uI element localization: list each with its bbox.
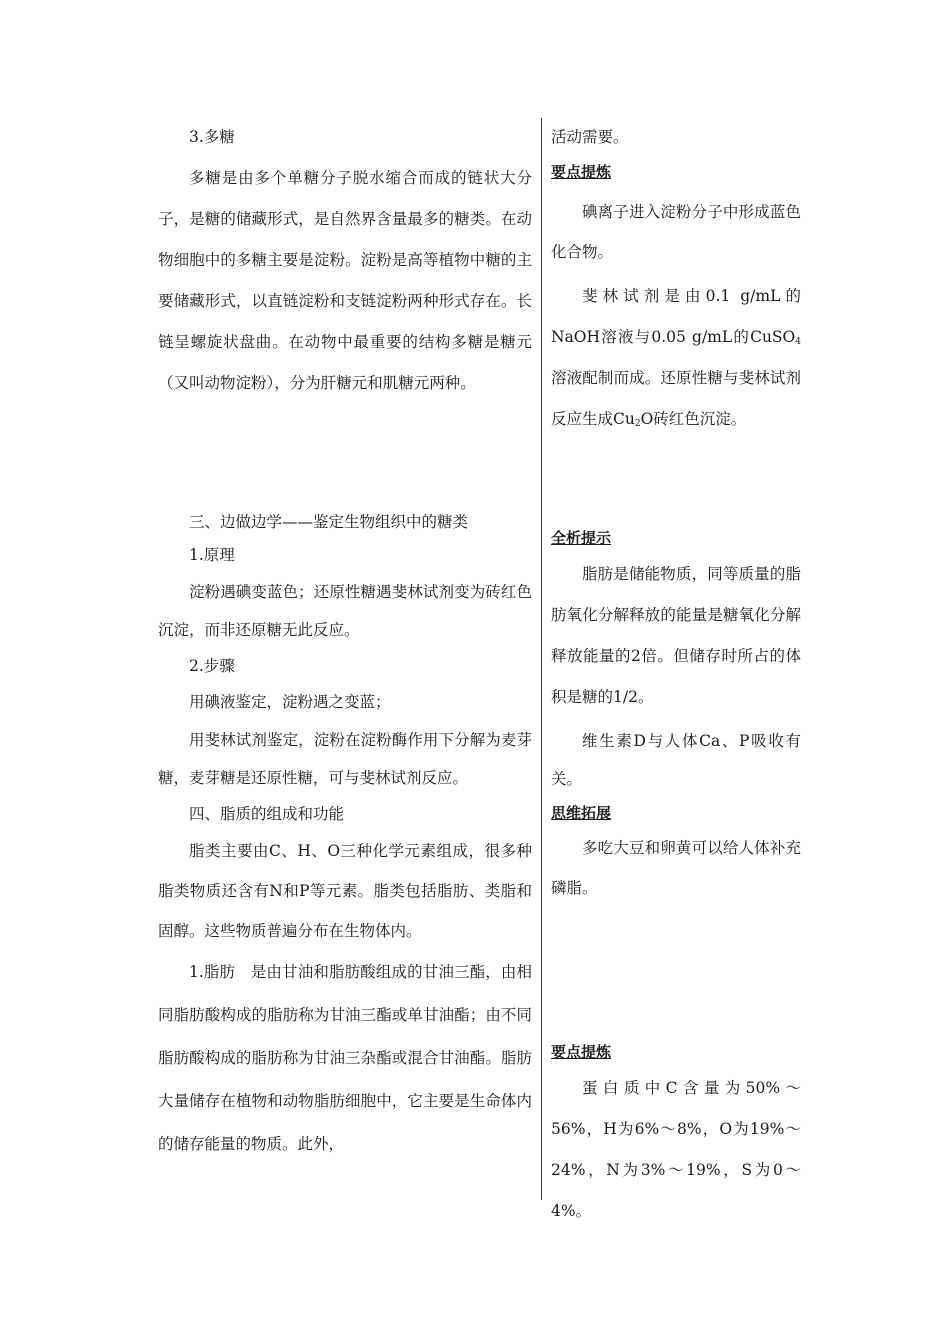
column-divider [541,118,542,1200]
iodine-note: 碘离子进入淀粉分子中形成蓝色化合物。 [551,203,801,261]
thinking-extension-label: 思维拓展 [551,804,612,822]
fat-paragraph: 1.脂肪 是由甘油和脂肪酸组成的甘油三酯，由相同脂肪酸构成的脂肪称为甘油三酯或单甘油酯；由不同脂肪酸构成的脂肪称为甘油三杂酯或混合甘油酯。脂肪大量储存在植物和动物脂肪细胞中，它主要是生命体内的储存能量的物质。此外， [158,963,532,1153]
fehling-text-c: O砖红色沉淀。 [640,410,747,428]
step-fehling: 用斐林试剂鉴定，淀粉在淀粉酶作用下分解为麦芽糖，麦芽糖是还原性糖，可与斐林试剂反应。 [158,731,532,787]
fehling-note [551,276,801,440]
spacer [551,440,801,522]
section-4-title: 四、脂质的组成和功能 [189,805,345,823]
fehling-text-a: 斐林试剂是由0.1 g/mL的NaOH溶液与0.05 g/mL的CuSO [551,287,801,346]
sidebar-notes [551,122,801,1232]
full-analysis-label: 全析提示 [551,529,612,547]
spacer [551,908,801,1036]
key-points-label-2: 要点提炼 [551,1043,612,1061]
fehling-sub-b: 2 [634,419,641,429]
principle-heading: 1.原理 [189,546,235,564]
fehling-sub-a: 4 [795,337,801,347]
key-points-label: 要点提炼 [551,163,612,181]
spacer [158,404,532,507]
section-3-title: 三、边做边学——鉴定生物组织中的糖类 [189,513,469,531]
polysaccharide-heading: 3.多糖 [189,128,235,146]
continued-text: 活动需要。 [551,128,629,146]
steps-heading: 2.步骤 [189,657,235,675]
soy-note: 多吃大豆和卵黄可以给人体补充磷脂。 [551,839,801,897]
vitamin-d-note: 维生素D与人体Ca、P吸收有关。 [551,732,801,788]
main-column [158,122,532,1166]
polysaccharide-paragraph: 多糖是由多个单糖分子脱水缩合而成的链状大分子，是糖的储藏形式，是自然界含量最多的糖类。在动物细胞中的多糖主要是淀粉。淀粉是高等植物中糖的主要储藏形式，以直链淀粉和支链淀粉两种形式存在。长链呈螺旋状盘曲。在动物中最重要的结构多糖是糖元（又叫动物淀粉），分为肝糖元和肌糖元两种。 [158,169,532,392]
lipid-paragraph: 脂类主要由C、H、O三种化学元素组成，很多种脂类物质还含有N和P等元素。脂类包括脂肪、类脂和固醇。这些物质普遍分布在生物体内。 [158,842,532,940]
fehling-text-b: 溶液配制而成。还原性糖与斐林试剂反应生成Cu [551,369,801,428]
fat-energy-note: 脂肪是储能物质，同等质量的脂肪氧化分解释放的能量是糖氧化分解释放能量的2倍。但储存时所占的体积是糖的1/2。 [551,565,801,706]
step-iodine: 用碘液鉴定，淀粉遇之变蓝； [189,693,391,711]
principle-paragraph: 淀粉遇碘变蓝色；还原性糖遇斐林试剂变为砖红色沉淀，而非还原糖无此反应。 [158,583,532,639]
protein-composition-note: 蛋白质中C含量为50%～56%，H为6%～8%，O为19%～24%，N为3%～19%，S为0～4%。 [551,1079,801,1220]
